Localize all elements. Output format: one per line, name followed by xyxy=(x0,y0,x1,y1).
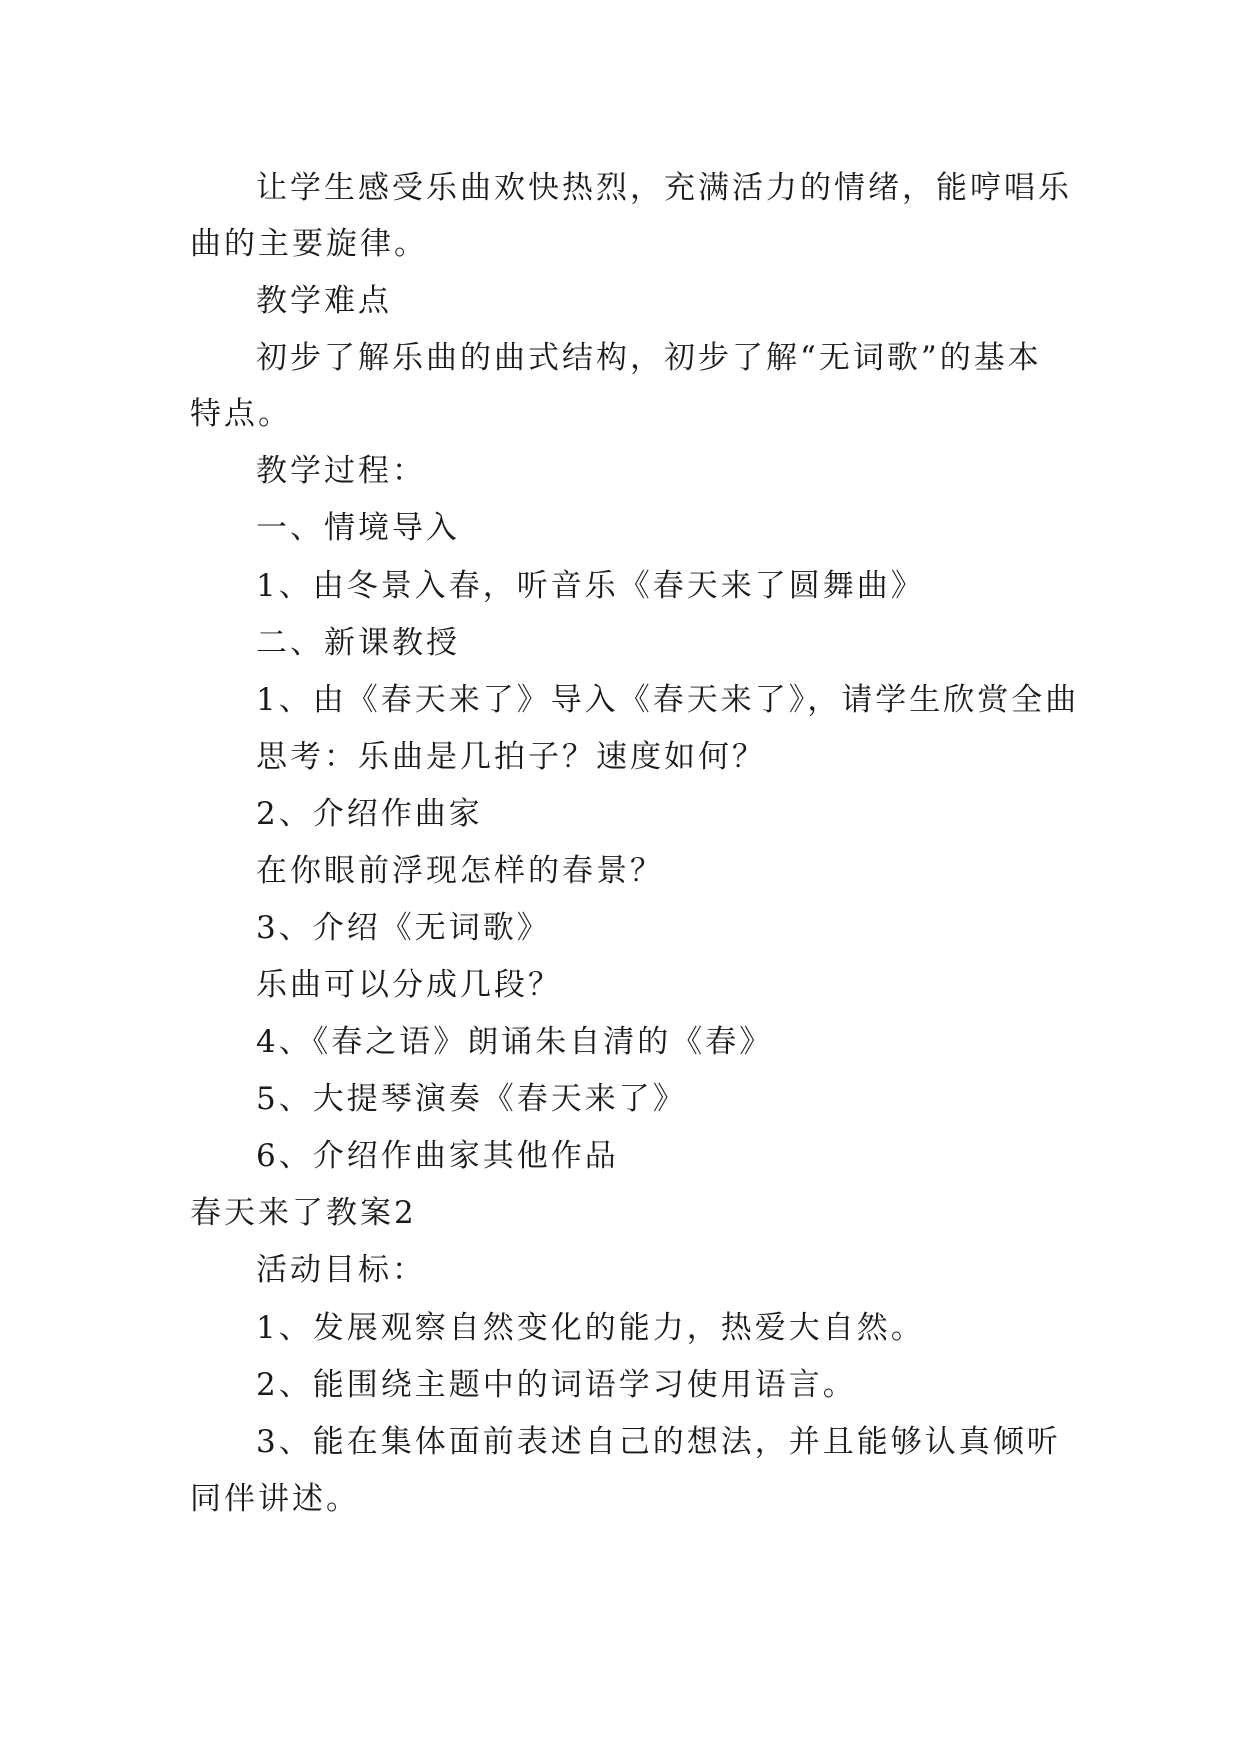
list-item: 6、介绍作曲家其他作品 xyxy=(256,1138,619,1174)
list-item: 5、大提琴演奏《春天来了》 xyxy=(256,1081,687,1117)
list-item: 1、发展观察自然变化的能力，热爱大自然。 xyxy=(256,1310,925,1346)
paragraph-line: 思考：乐曲是几拍子？速度如何？ xyxy=(256,739,766,775)
paragraph-line: 乐曲可以分成几段？ xyxy=(256,967,562,1003)
list-item: 1、由《春天来了》导入《春天来了》，请学生欣赏全曲 xyxy=(256,682,1080,718)
list-item: 4、《春之语》朗诵朱自清的《春》 xyxy=(256,1024,774,1060)
paragraph-line: 初步了解乐曲的曲式结构，初步了解“无词歌”的基本 xyxy=(256,340,1042,376)
list-item: 3、能在集体面前表述自己的想法，并且能够认真倾听 xyxy=(256,1424,1061,1460)
paragraph-line: 同伴讲述。 xyxy=(190,1481,360,1517)
list-item: 2、介绍作曲家 xyxy=(256,796,483,832)
section-heading: 教学过程： xyxy=(256,453,426,489)
paragraph-line: 曲的主要旋律。 xyxy=(190,226,428,262)
list-item: 1、由冬景入春，听音乐《春天来了圆舞曲》 xyxy=(256,568,925,604)
list-item: 3、介绍《无词歌》 xyxy=(256,910,551,946)
document-title: 春天来了教案2 xyxy=(190,1195,417,1231)
paragraph-line: 在你眼前浮现怎样的春景？ xyxy=(256,853,664,889)
list-item: 2、能围绕主题中的词语学习使用语言。 xyxy=(256,1367,857,1403)
paragraph-line: 让学生感受乐曲欢快热烈，充满活力的情绪，能哼唱乐 xyxy=(256,170,1072,206)
paragraph-line: 特点。 xyxy=(190,396,292,432)
section-heading: 一、情境导入 xyxy=(256,510,460,546)
section-heading: 活动目标： xyxy=(256,1252,426,1288)
section-heading: 教学难点 xyxy=(256,283,392,319)
section-heading: 二、新课教授 xyxy=(256,625,460,661)
